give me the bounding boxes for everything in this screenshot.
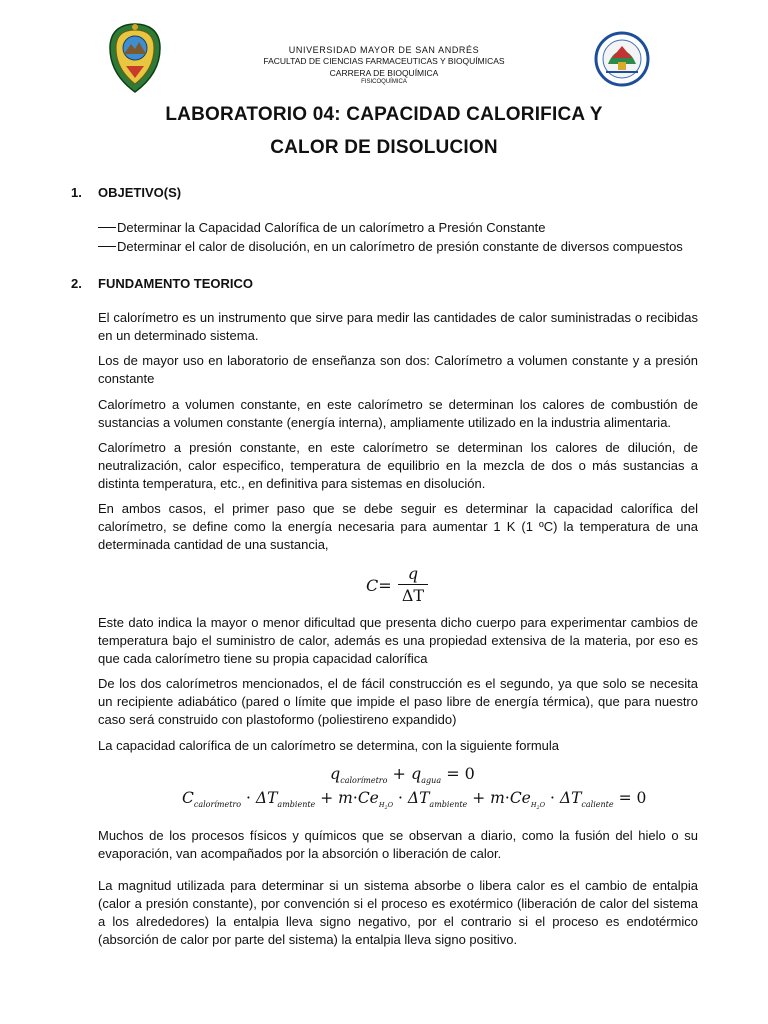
paragraph: El calorímetro es un instrumento que sirve para medir las cantidades de calor suministradas o recibidas en un determinado sistema.: [98, 310, 698, 343]
section-label: OBJETIVO(S): [98, 185, 182, 200]
paragraph: De los dos calorímetros mencionados, el de fácil construcción es el segundo, ya que solo se necesita un recipiente adiabático (pared o límite que impide el paso libre de energía térmica), que para nuestro caso será construido con plastoformo (poliestireno expandido): [98, 676, 698, 727]
document-title-line1: LABORATORIO 04: CAPACIDAD CALORIFICA Y: [165, 104, 603, 125]
career-name: CARRERA DE BIOQUÍMICA: [329, 68, 439, 78]
objective-item: [98, 239, 683, 254]
objective-text: Determinar la Capacidad Calorífica de un calorímetro a Presión Constante: [117, 220, 546, 235]
paragraph: En ambos casos, el primer paso que se debe seguir es determinar la capacidad calorífica del calorímetro, se define como la energía necesaria para aumentar 1 K (1 ºC) la temperatura de una determinada cantidad de una sustancia,: [98, 501, 698, 552]
section-number: 2.: [71, 276, 82, 291]
calorimeter-capacity-formula: $C_{calorímetro} \cdot \Delta T_{ambiente} + m\cdot Ce_{H2O} \cdot \Delta T_{ambiente} + m\cdot Ce_{H2O} \cdot \Delta T_{caliente} = 0$: [182, 789, 647, 811]
dash-bullet-icon: [98, 246, 116, 247]
paragraph: La capacidad calorífica de un calorímetro se determina, con la siguiente formula: [98, 738, 560, 753]
subject-name: FISICOQUÍMICA: [361, 79, 407, 85]
heat-capacity-formula: [366, 564, 436, 608]
section-label: FUNDAMENTO TEORICO: [98, 276, 254, 291]
paragraph: Este dato indica la mayor o menor dificultad que presenta dicho cuerpo para experimentar cambios de temperatura bajo el suministro de calor, además es una propiedad extensiva de la materia, por eso es que cada calorímetro tiene su propia capacidad calorífica: [98, 615, 698, 666]
faculty-seal-logo: [594, 30, 650, 88]
section-number: 1.: [71, 185, 82, 200]
paragraph: Calorímetro a presión constante, en este calorímetro se determinan los calores de dilución, de neutralización, calor especifico, temperatura de equilibrio en la mezcla de dos o más sustancias a distinta temperatura, etc., en definitiva para sistemas en disolución.: [98, 440, 698, 491]
objective-item: [98, 220, 546, 235]
faculty-name: FACULTAD DE CIENCIAS FARMACEUTICAS Y BIOQUÍMICAS: [263, 56, 505, 66]
university-seal-logo: [104, 22, 166, 94]
university-name: UNIVERSIDAD MAYOR DE SAN ANDRÉS: [288, 45, 480, 55]
document-title-line2: CALOR DE DISOLUCION: [270, 137, 498, 158]
heat-balance-formula: $q_{calorímetro} + q_{agua} = 0$: [330, 764, 475, 785]
formula-numerator: q: [407, 564, 419, 583]
formula-fraction: [396, 564, 430, 607]
formula-denominator: ΔT: [401, 586, 425, 605]
paragraph: Calorímetro a volumen constante, en este calorímetro se determinan los calores de combustión de sustancias a volumen constante (energía interna), ampliamente utilizado en la industria alimentaria.: [98, 397, 698, 430]
paragraph: Los de mayor uso en laboratorio de enseñanza son dos: Calorímetro a volumen constante y a presión constante: [98, 353, 698, 386]
formula-lhs: C=: [366, 576, 392, 595]
paragraph: Muchos de los procesos físicos y químicos que se observan a diario, como la fusión del hielo o su evaporación, van acompañados por la absorción o liberación de calor.: [98, 828, 698, 861]
objective-text: Determinar el calor de disolución, en un calorímetro de presión constante de diversos compuestos: [117, 239, 683, 254]
dash-bullet-icon: [98, 227, 116, 228]
paragraph: La magnitud utilizada para determinar si un sistema absorbe o libera calor es el cambio de entalpia (calor a presión constante), por convención si el proceso es exotérmico (liberación de calor del sistema a los alrededores) la entalpia lleva signo negativo, por el contrario si el proceso es endotérmico (absorción de calor por parte del sistema) la entalpia lleva signo positivo.: [98, 878, 698, 947]
